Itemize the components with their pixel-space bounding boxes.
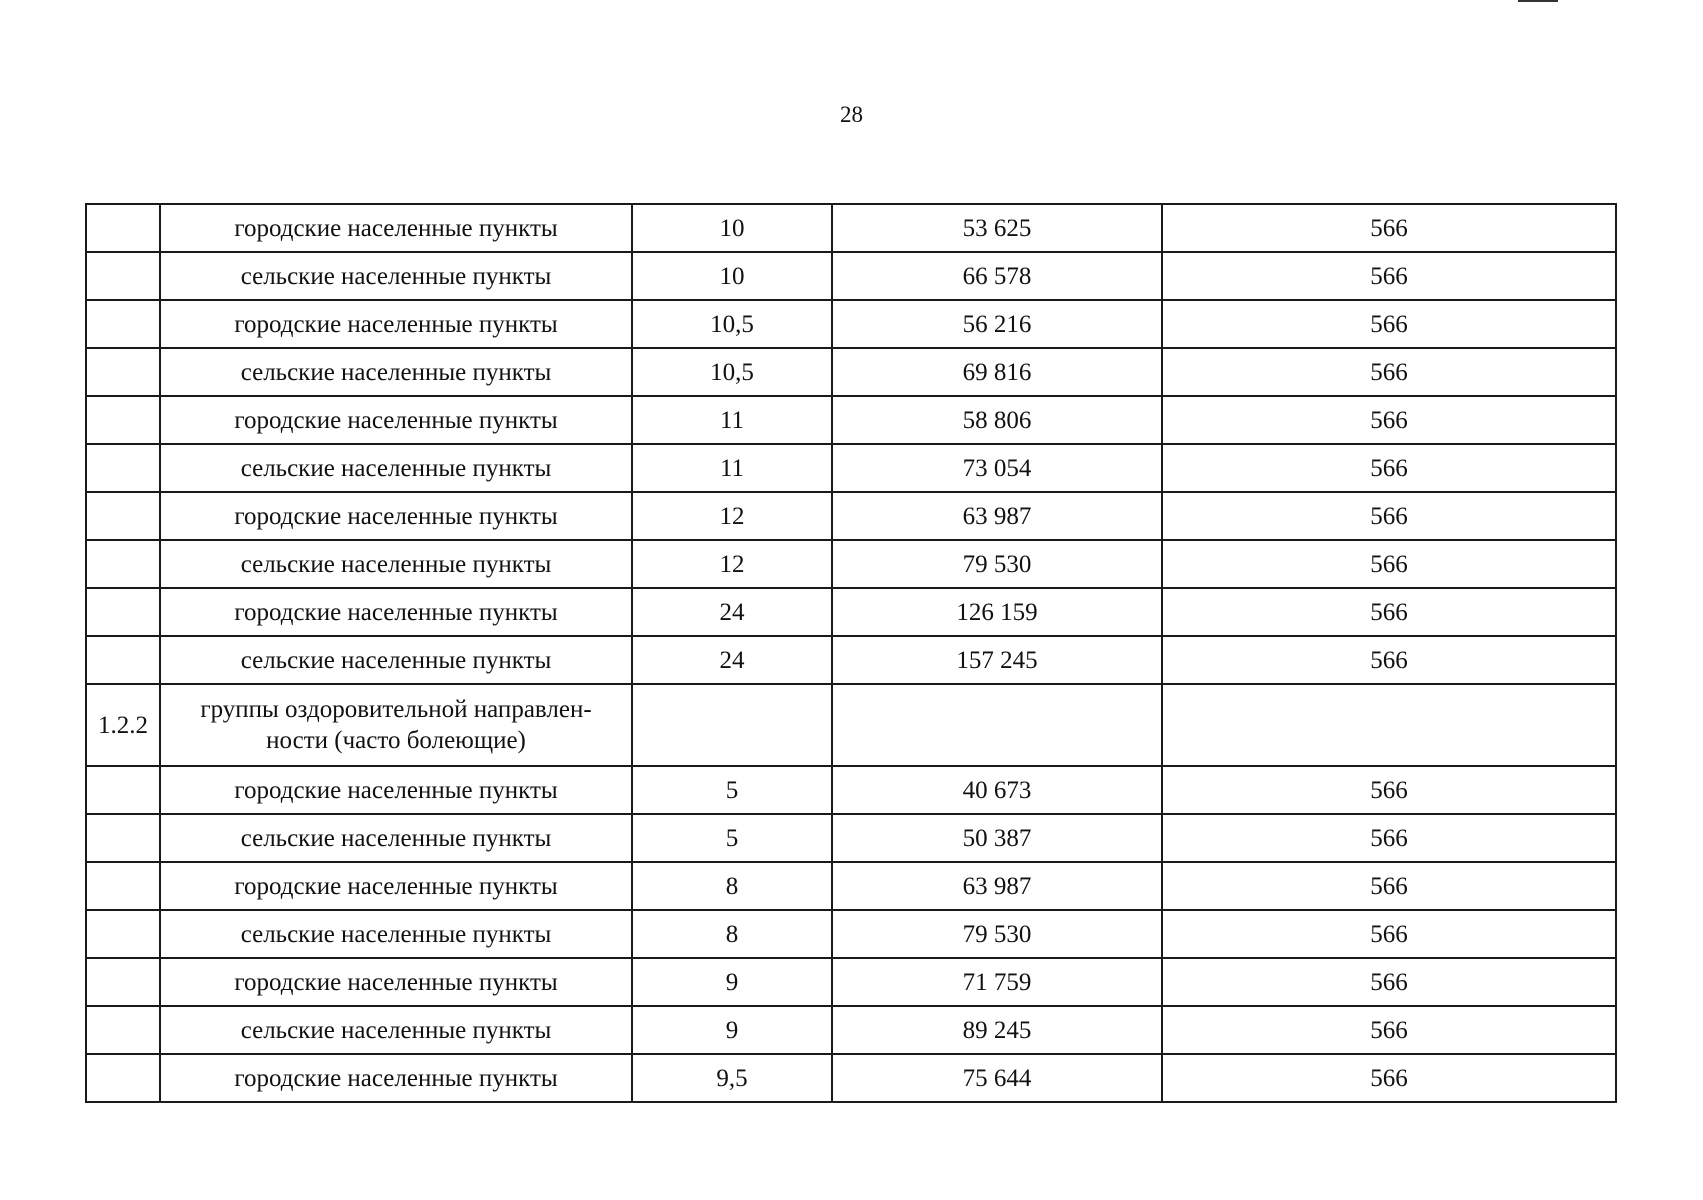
settlement-type-cell: городские населенные пункты [160,766,632,814]
number-cell [86,396,160,444]
cost-cell: 71 759 [832,958,1162,1006]
tariff-table [85,203,1617,1103]
hours-cell: 11 [632,444,832,492]
table-row [86,492,1616,540]
tariff-table-container [85,203,1615,1103]
number-cell [86,1054,160,1102]
section-hours-cell [632,684,832,766]
hours-cell: 10,5 [632,300,832,348]
code-cell: 566 [1162,252,1616,300]
settlement-type-cell: городские населенные пункты [160,396,632,444]
hours-cell: 10 [632,204,832,252]
settlement-type-cell: городские населенные пункты [160,300,632,348]
number-cell [86,814,160,862]
code-cell: 566 [1162,958,1616,1006]
code-cell: 566 [1162,1054,1616,1102]
number-cell [86,252,160,300]
settlement-type-cell: городские населенные пункты [160,862,632,910]
cost-cell: 53 625 [832,204,1162,252]
table-body-part2 [86,766,1616,1102]
table-row [86,396,1616,444]
cost-cell: 79 530 [832,540,1162,588]
cost-cell: 40 673 [832,766,1162,814]
section-number-cell: 1.2.2 [86,684,160,766]
hours-cell: 8 [632,910,832,958]
section-title-cell [160,684,632,766]
code-cell: 566 [1162,300,1616,348]
number-cell [86,862,160,910]
table-row [86,588,1616,636]
hours-cell: 9 [632,1006,832,1054]
number-cell [86,492,160,540]
settlement-type-cell: сельские населенные пункты [160,636,632,684]
settlement-type-cell: сельские населенные пункты [160,1006,632,1054]
cost-cell: 157 245 [832,636,1162,684]
number-cell [86,910,160,958]
table-row [86,766,1616,814]
cost-cell: 89 245 [832,1006,1162,1054]
settlement-type-cell: городские населенные пункты [160,204,632,252]
hours-cell: 12 [632,492,832,540]
hours-cell: 11 [632,396,832,444]
cost-cell: 73 054 [832,444,1162,492]
settlement-type-cell: сельские населенные пункты [160,910,632,958]
cost-cell: 50 387 [832,814,1162,862]
hours-cell: 10,5 [632,348,832,396]
settlement-type-cell: городские населенные пункты [160,958,632,1006]
table-body-part1 [86,204,1616,684]
code-cell: 566 [1162,814,1616,862]
number-cell [86,204,160,252]
cost-cell: 63 987 [832,862,1162,910]
code-cell: 566 [1162,540,1616,588]
number-cell [86,444,160,492]
hours-cell: 24 [632,588,832,636]
number-cell [86,300,160,348]
cost-cell: 63 987 [832,492,1162,540]
section-title-line1: группы оздоровительной направлен- [200,696,592,723]
cost-cell: 58 806 [832,396,1162,444]
code-cell: 566 [1162,766,1616,814]
cost-cell: 79 530 [832,910,1162,958]
code-cell: 566 [1162,492,1616,540]
hours-cell: 24 [632,636,832,684]
code-cell: 566 [1162,204,1616,252]
hours-cell: 8 [632,862,832,910]
code-cell: 566 [1162,444,1616,492]
table-row [86,910,1616,958]
number-cell [86,588,160,636]
number-cell [86,958,160,1006]
table-row [86,252,1616,300]
settlement-type-cell: городские населенные пункты [160,492,632,540]
settlement-type-cell: городские населенные пункты [160,588,632,636]
code-cell: 566 [1162,636,1616,684]
table-row [86,814,1616,862]
table-row [86,1006,1616,1054]
table-row [86,862,1616,910]
table-body-section [86,684,1616,766]
table-row [86,540,1616,588]
section-row [86,684,1616,766]
table-row [86,1054,1616,1102]
table-row [86,636,1616,684]
cost-cell: 56 216 [832,300,1162,348]
cost-cell: 69 816 [832,348,1162,396]
table-row [86,348,1616,396]
code-cell: 566 [1162,1006,1616,1054]
code-cell: 566 [1162,396,1616,444]
settlement-type-cell: городские населенные пункты [160,1054,632,1102]
hours-cell: 9,5 [632,1054,832,1102]
settlement-type-cell: сельские населенные пункты [160,814,632,862]
number-cell [86,636,160,684]
settlement-type-cell: сельские населенные пункты [160,540,632,588]
settlement-type-cell: сельские населенные пункты [160,348,632,396]
number-cell [86,348,160,396]
hours-cell: 10 [632,252,832,300]
code-cell: 566 [1162,862,1616,910]
section-cost-cell [832,684,1162,766]
settlement-type-cell: сельские населенные пункты [160,444,632,492]
table-row [86,204,1616,252]
table-row [86,300,1616,348]
page-number: 28 [840,102,863,127]
hours-cell: 5 [632,814,832,862]
hours-cell: 5 [632,766,832,814]
hours-cell: 12 [632,540,832,588]
table-row [86,958,1616,1006]
cost-cell: 75 644 [832,1054,1162,1102]
hours-cell: 9 [632,958,832,1006]
section-title-line2: ности (часто болеющие) [266,727,526,754]
code-cell: 566 [1162,588,1616,636]
number-cell [86,540,160,588]
code-cell: 566 [1162,348,1616,396]
table-row [86,444,1616,492]
cost-cell: 126 159 [832,588,1162,636]
section-code-cell [1162,684,1616,766]
settlement-type-cell: сельские населенные пункты [160,252,632,300]
number-cell [86,766,160,814]
cost-cell: 66 578 [832,252,1162,300]
code-cell: 566 [1162,910,1616,958]
scan-corner-mark [1518,0,1558,2]
number-cell [86,1006,160,1054]
